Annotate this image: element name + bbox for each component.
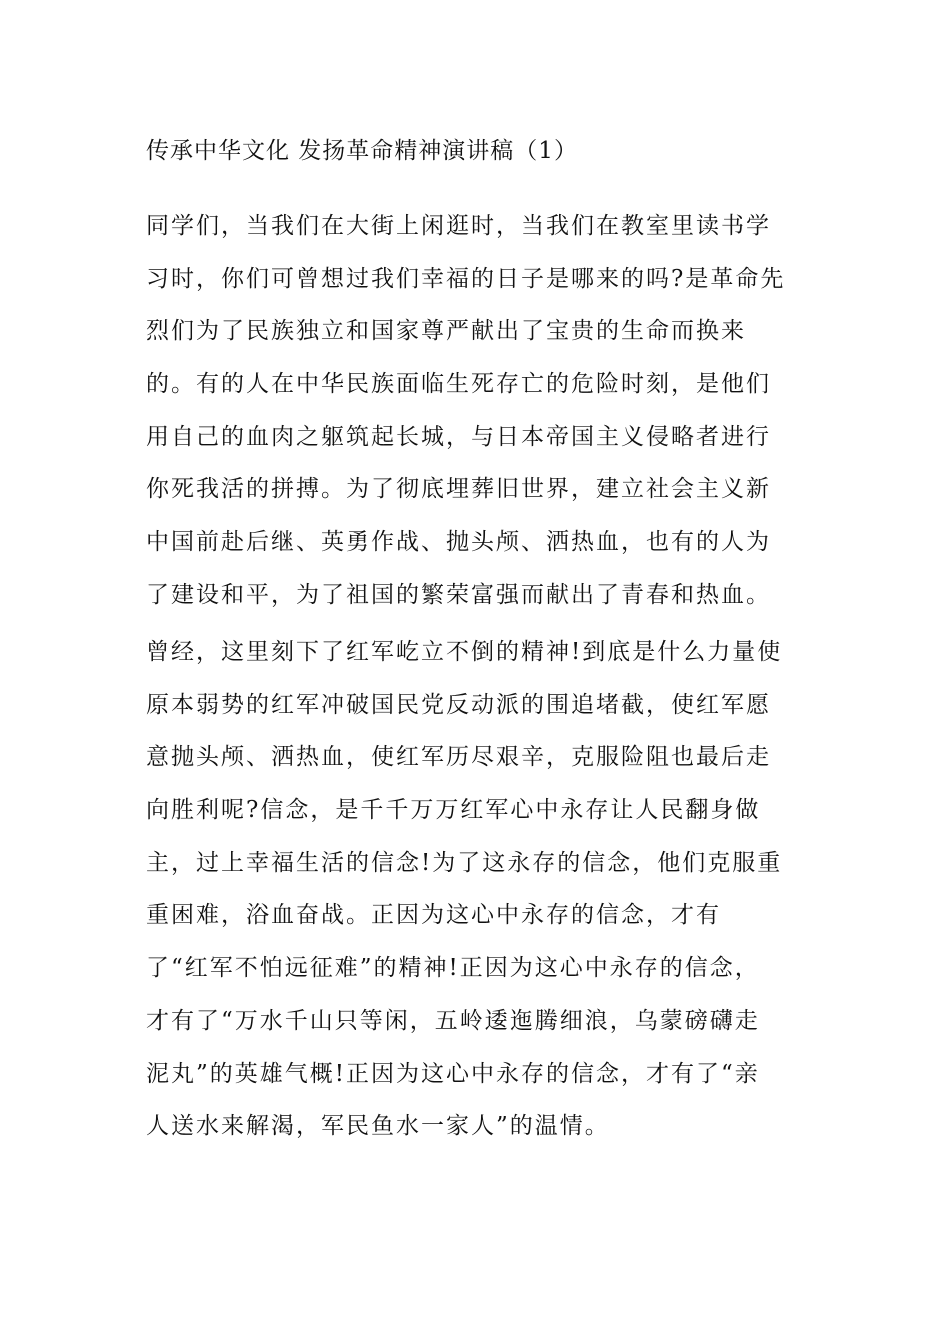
paragraph-line: 习时，你们可曾想过我们幸福的日子是哪来的吗?是革命先 — [146, 265, 786, 292]
paragraph-line: 重困难，浴血奋战。正因为这心中永存的信念，才有 — [146, 902, 721, 929]
paragraph-line: 用自己的血肉之躯筑起长城，与日本帝国主义侵略者进行 — [146, 423, 771, 450]
paragraph-line: 你死我活的拼搏。为了彻底埋葬旧世界，建立社会主义新 — [146, 476, 771, 503]
paragraph-line: 中国前赴后继、英勇作战、抛头颅、洒热血，也有的人为 — [146, 529, 771, 556]
paragraph-1 — [146, 200, 806, 622]
paragraph-line: 向胜利呢?信念，是千千万万红军心中永存让人民翻身做 — [146, 797, 761, 824]
paragraph-line: 烈们为了民族独立和国家尊严献出了宝贵的生命而换来 — [146, 318, 746, 345]
paragraph-line: 才有了“万水千山只等闲，五岭逶迤腾细浪，乌蒙磅礴走 — [146, 1007, 760, 1034]
paragraph-line: 泥丸”的英雄气概!正因为这心中永存的信念，才有了“亲 — [146, 1060, 760, 1087]
paragraph-2 — [146, 626, 806, 1153]
paragraph-line: 同学们，当我们在大街上闲逛时，当我们在教室里读书学 — [146, 213, 771, 239]
paragraph-line: 了建设和平，为了祖国的繁荣富强而献出了青春和热血。 — [146, 581, 771, 608]
paragraph-line: 主，过上幸福生活的信念!为了这永存的信念，他们克服重 — [146, 849, 783, 876]
paragraph-line: 人送水来解渴，军民鱼水一家人”的温情。 — [146, 1113, 610, 1140]
paragraph-line: 的。有的人在中华民族面临生死存亡的危险时刻，是他们 — [146, 371, 771, 398]
paragraph-line: 了“红军不怕远征难”的精神!正因为这心中永存的信念， — [146, 955, 760, 982]
paragraph-line: 意抛头颅、洒热血，使红军历尽艰辛，克服险阻也最后走 — [146, 744, 771, 771]
document-title: 传承中华文化 发扬革命精神演讲稿（1） — [146, 138, 578, 164]
paragraph-line: 原本弱势的红军冲破国民党反动派的围追堵截，使红军愿 — [146, 691, 771, 718]
paragraph-line: 曾经，这里刻下了红军屹立不倒的精神!到底是什么力量使 — [146, 639, 783, 665]
